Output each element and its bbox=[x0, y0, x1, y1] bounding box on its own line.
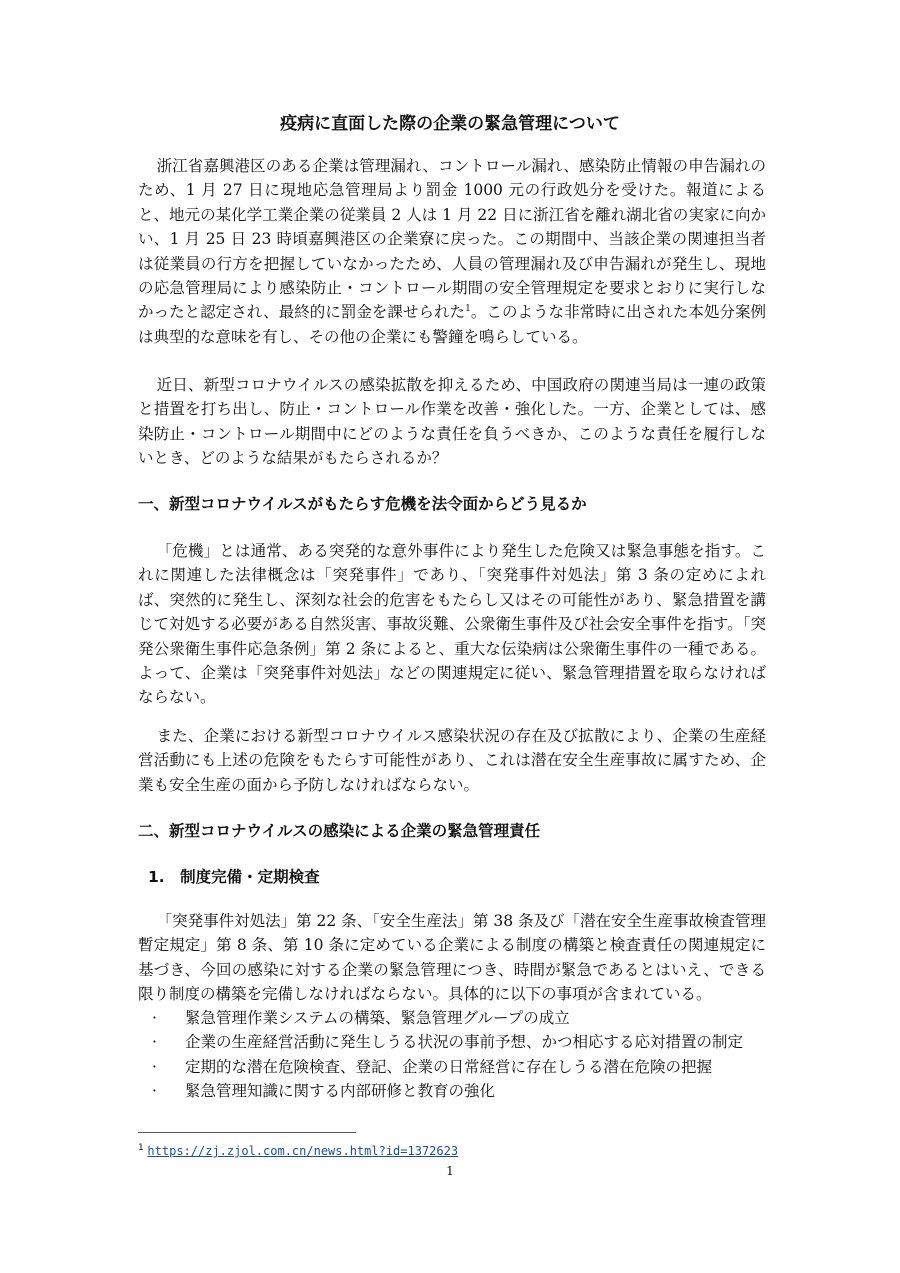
bullet-icon: · bbox=[152, 1057, 157, 1076]
section-2-paragraph-1: 「突発事件対処法」第 22 条、「安全生産法」第 38 条及び「潜在安全生産事故検査管理暫定規定」第 8 条、第 10 条に定めている企業による制度の構築と検査責任の関連規定に基づき、今回の感染に対する企業の緊急管理につき、時間が緊急であるとはいえ、できる限り制度の構築を完備しなければならない。具体的に以下の事項が含まれている。 bbox=[138, 912, 767, 1004]
list-item bbox=[138, 1079, 766, 1103]
section-2-subheading-1: 1. 制度完備・定期検査 bbox=[148, 868, 320, 886]
section-1-heading: 一、新型コロナウイルスがもたらす危機を法令面からどう見るか bbox=[138, 495, 587, 513]
list-item-text: 緊急管理作業システムの構築、緊急管理グループの成立 bbox=[185, 1009, 570, 1027]
bullet-icon: · bbox=[152, 1033, 157, 1052]
footnote-reference[interactable]: 1 bbox=[465, 304, 471, 315]
intro-paragraph-2: 近日、新型コロナウイルスの感染拡散を抑えるため、中国政府の関連当局は一連の政策と措置を打ち出し、防止・コントロール作業を改善・強化した。一方、企業としては、感染防止・コントロール期間中にどのような責任を負うべきか、このような責任を履行しないとき、どのような結果がもたらされるか？ bbox=[138, 376, 766, 468]
section-1-paragraph-1: 「危機」とは通常、ある突発的な意外事件により発生した危険又は緊急事態を指す。これに関連した法律概念は「突発事件」であり、「突発事件対処法」第 3 条の定めによれば、突然的に発生し、深刻な社会的危害をもたらし又はその可能性があり、緊急措置を講じて対処する必要がある自然災害、事故災難、公衆衛生事件及び社会安全事件を指す。「突発公衆衛生事件応急条例」第 2 条によると、重大な伝染病は公衆衛生事件の一種である。よって、企業は「突発事件対処法」などの関連規定に従い、緊急管理措置を取らなければならない。 bbox=[138, 542, 766, 707]
bullet-icon: · bbox=[152, 1009, 157, 1027]
section-1-paragraph-2: また、企業における新型コロナウイルス感染状況の存在及び拡散により、企業の生産経営活動にも上述の危険をもたらす可能性があり、これは潜在安全生産事故に属すため、企業も安全生産の面から予防しなければならない。 bbox=[138, 727, 766, 794]
footnote bbox=[138, 1142, 766, 1160]
list-item bbox=[138, 1030, 766, 1054]
list-item bbox=[138, 1006, 766, 1030]
footnote-divider bbox=[138, 1132, 356, 1133]
list-item-text: 企業の生産経営活動に発生しうる状況の事前予想、かつ相応する応対措置の制定 bbox=[185, 1033, 744, 1052]
intro-paragraph-1-text: 浙江省嘉興港区のある企業は管理漏れ、コントロール漏れ、感染防止情報の申告漏れのため、1 月 27 日に現地応急管理局より罰金 1000 元の行政処分を受けた。報道によると、地元の某化学工業企業の従業員 2 人は 1 月 22 日に浙江省を離れ湖北省の実家に向かい、1 月 25 日 23 時頃嘉興港区の企業寮に戻った。この期間中、当該企業の関連担当者は従業員の行方を把握していなかったため、人員の管理漏れ及び申告漏れが発生し、現地の応急管理局により感染防止・コントロール期間の安全管理規定を要求とおりに実行しなかったと認定され、最終的に罰金を課せられた bbox=[138, 157, 766, 322]
footnote-link[interactable]: https://zj.zjol.com.cn/news.html?id=1372623 bbox=[147, 1144, 459, 1158]
section-2-heading: 二、新型コロナウイルスの感染による企業の緊急管理責任 bbox=[138, 822, 541, 840]
list-item-text: 定期的な潜在危険検査、登記、企業の日常経営に存在しうる潜在危険の把握 bbox=[185, 1057, 713, 1076]
footnote-mark: 1 bbox=[138, 1143, 144, 1153]
list-item bbox=[138, 1055, 766, 1079]
measures-list bbox=[138, 1006, 766, 1104]
intro-paragraph-1-tail: 。このような非常時に出された本処分案例は典型的な意味を有し、その他の企業にも警鐘を鳴らしている。 bbox=[138, 303, 766, 346]
document-title: 疫病に直面した際の企業の緊急管理について bbox=[280, 114, 620, 134]
intro-paragraph-1 bbox=[138, 154, 766, 349]
page-number: 1 bbox=[446, 1164, 454, 1178]
list-item-text: 緊急管理知識に関する内部研修と教育の強化 bbox=[185, 1082, 496, 1101]
bullet-icon: · bbox=[152, 1082, 157, 1101]
